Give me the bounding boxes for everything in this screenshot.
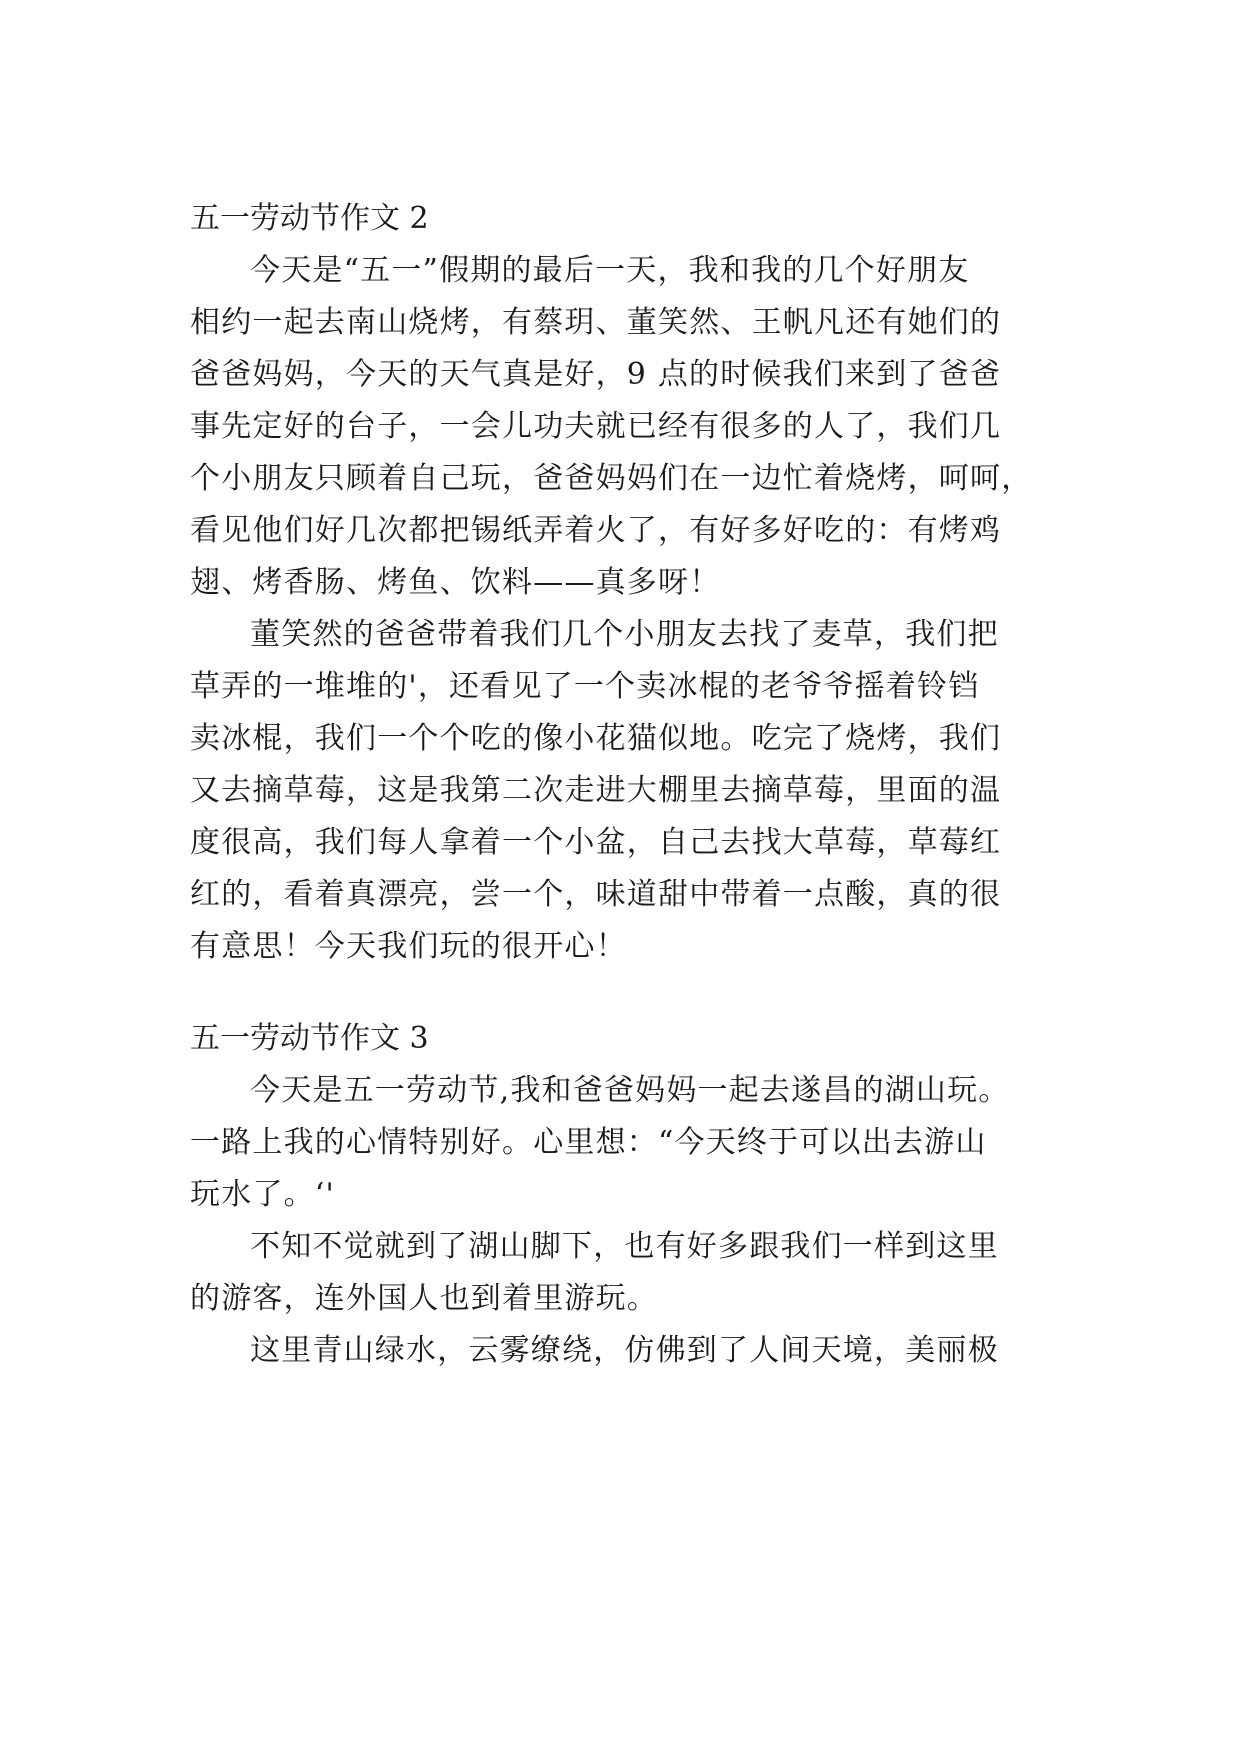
text-line: 相约一起去南山烧烤，有蔡玥、董笑然、王帆凡还有她们的 bbox=[190, 305, 1002, 340]
text-line: 不知不觉就到了湖山脚下，也有好多跟我们一样到这里 bbox=[250, 1229, 999, 1264]
text-line: 草弄的一堆堆的'，还看见了一个卖冰棍的老爷爷摇着铃铛 bbox=[190, 669, 980, 704]
text-line: 玩水了。‘' bbox=[190, 1177, 335, 1212]
text-line: 红的，看着真漂亮，尝一个，味道甜中带着一点酸，真的很 bbox=[190, 877, 1002, 912]
text-line: 翅、烤香肠、烤鱼、饮料——真多呀！ bbox=[190, 565, 721, 600]
text-line: 度很高，我们每人拿着一个小盆，自己去找大草莓，草莓红 bbox=[190, 825, 1002, 860]
text-line: 看见他们好几次都把锡纸弄着火了，有好多好吃的：有烤鸡 bbox=[190, 513, 1002, 548]
text-line: 个小朋友只顾着自己玩，爸爸妈妈们在一边忙着烧烤，呵呵， bbox=[190, 461, 1033, 496]
text-line: 有意思！今天我们玩的很开心！ bbox=[190, 929, 627, 964]
text-line: 今天是“五一”假期的最后一天，我和我的几个好朋友 bbox=[250, 253, 970, 288]
text-line: 事先定好的台子，一会儿功夫就已经有很多的人了，我们几 bbox=[190, 409, 1002, 444]
text-line: 这里青山绿水，云雾缭绕，仿佛到了人间天境，美丽极 bbox=[250, 1333, 999, 1368]
text-line: 爸爸妈妈，今天的天气真是好，9 点的时候我们来到了爸爸 bbox=[190, 357, 1002, 392]
text-line: 卖冰棍，我们一个个吃的像小花猫似地。吃完了烧烤，我们 bbox=[190, 721, 1002, 756]
text-line: 的游客，连外国人也到着里游玩。 bbox=[190, 1281, 658, 1316]
essay-title: 五一劳动节作文 2 bbox=[190, 201, 429, 236]
essay-title: 五一劳动节作文 3 bbox=[190, 1021, 429, 1056]
text-line: 又去摘草莓，这是我第二次走进大棚里去摘草莓，里面的温 bbox=[190, 773, 1002, 808]
text-line: 一路上我的心情特别好。心里想：“今天终于可以出去游山 bbox=[190, 1125, 987, 1160]
text-line: 今天是五一劳动节,我和爸爸妈妈一起去遂昌的湖山玩。 bbox=[250, 1073, 1010, 1108]
text-line: 董笑然的爸爸带着我们几个小朋友去找了麦草，我们把 bbox=[250, 617, 999, 652]
